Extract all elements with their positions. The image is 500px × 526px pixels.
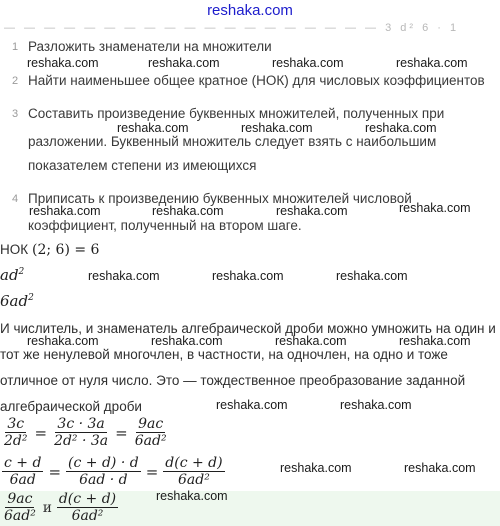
watermark: reshaka.com	[29, 204, 101, 218]
eq2-fraction-1: $\frac{c + d}{6ad}$	[4, 455, 42, 488]
watermark: reshaka.com	[340, 398, 412, 412]
watermark: reshaka.com	[276, 204, 348, 218]
paragraph-line-1: И числитель, и знаменатель алгебраической дроби можно умножить на один и	[0, 321, 496, 336]
watermark-top: reshaka.com	[207, 2, 293, 19]
paragraph-line-4: алгебраической дроби	[0, 399, 142, 414]
eq1-fraction-1: $\frac{3c}{\text{2d²}}$	[4, 416, 28, 449]
step-4-number: 4	[12, 193, 19, 205]
watermark: reshaka.com	[275, 334, 347, 348]
watermark: reshaka.com	[27, 334, 99, 348]
cut-off-line: — — — — — — — — — — — — — — — — — — — 3 d² 6 · 1	[4, 22, 460, 34]
watermark: reshaka.com	[404, 461, 476, 475]
watermark: reshaka.com	[148, 56, 220, 70]
step-2-text: Найти наименьшее общее кратное (НОК) для числовых коэффициентов	[28, 73, 485, 88]
step-4-text-line-2: коэффициент, полученный на втором шаге.	[28, 218, 302, 233]
watermark: reshaka.com	[88, 269, 160, 283]
watermark: reshaka.com	[151, 334, 223, 348]
watermark: reshaka.com	[156, 489, 228, 503]
step-1-number: 1	[12, 41, 19, 53]
watermark: reshaka.com	[241, 121, 313, 135]
eq1-fraction-3: $\frac{9ac}{\text{6ad²}}$	[134, 416, 167, 449]
watermark: reshaka.com	[216, 398, 288, 412]
step-3-text-line-2: разложении. Буквенный множитель следует взять с наибольшим	[28, 134, 437, 149]
eq1-fraction-2: $\frac{3c \cdot 3a}{\text{2d² · 3a}}$	[54, 416, 109, 449]
nok-line	[0, 241, 99, 258]
watermark: reshaka.com	[365, 121, 437, 135]
watermark: reshaka.com	[152, 204, 224, 218]
step-4-text-line-1: Приписать к произведению буквенных множителей числовой	[28, 191, 412, 206]
watermark: reshaka.com	[212, 269, 284, 283]
eq2-fraction-3: $\frac{d(c + d)}{\text{6ad²}}$	[165, 455, 223, 488]
nok-expression: (2; 6) = 6	[32, 242, 100, 258]
nok-label: НОК	[0, 242, 29, 257]
paragraph-line-2: тот же ненулевой многочлен, в частности, на одночлен, на одно и тоже	[0, 347, 448, 362]
eq3-fraction-2: $\frac{d(c + d)}{\text{6ad²}}$	[58, 491, 117, 524]
equation-2: $\frac{c + d}{6ad}$ = $\frac{(c + d) \cdot d}{6ad \cdot d}$ = $\frac{d(c + d)}{\text{6ad²}}$	[4, 455, 223, 488]
paragraph-line-3: отличное от нуля число. Это — тождественное преобразование заданной	[0, 373, 466, 388]
expression-6ad2: $6ad^2$	[0, 292, 34, 310]
watermark: reshaka.com	[399, 334, 471, 348]
step-3-text-line-3: показателем степени из имеющихся	[28, 158, 257, 173]
watermark: reshaka.com	[336, 269, 408, 283]
watermark: reshaka.com	[396, 56, 468, 70]
equation-1: $\frac{3c}{\text{2d²}}$ = $\frac{3c \cdot 3a}{\text{2d² · 3a}}$ = $\frac{9ac}{\text{6ad²}}$	[4, 416, 167, 449]
step-3-text-line-1: Составить произведение буквенных множителей, полученных при	[28, 106, 445, 121]
watermark: reshaka.com	[272, 56, 344, 70]
equation-3	[2, 491, 118, 524]
step-1-text: Разложить знаменатели на множители	[28, 39, 272, 54]
eq3-conjunction: и	[42, 499, 52, 516]
eq2-fraction-2: $\frac{(c + d) \cdot d}{6ad \cdot d}$	[68, 455, 139, 488]
step-3-number: 3	[12, 108, 19, 120]
expression-ad2: $ad^2$	[0, 266, 25, 284]
watermark: reshaka.com	[280, 461, 352, 475]
watermark: reshaka.com	[117, 121, 189, 135]
step-2-number: 2	[12, 75, 19, 87]
watermark: reshaka.com	[399, 201, 471, 215]
eq3-fraction-1: $\frac{9ac}{\text{6ad²}}$	[4, 491, 36, 524]
watermark: reshaka.com	[27, 56, 99, 70]
